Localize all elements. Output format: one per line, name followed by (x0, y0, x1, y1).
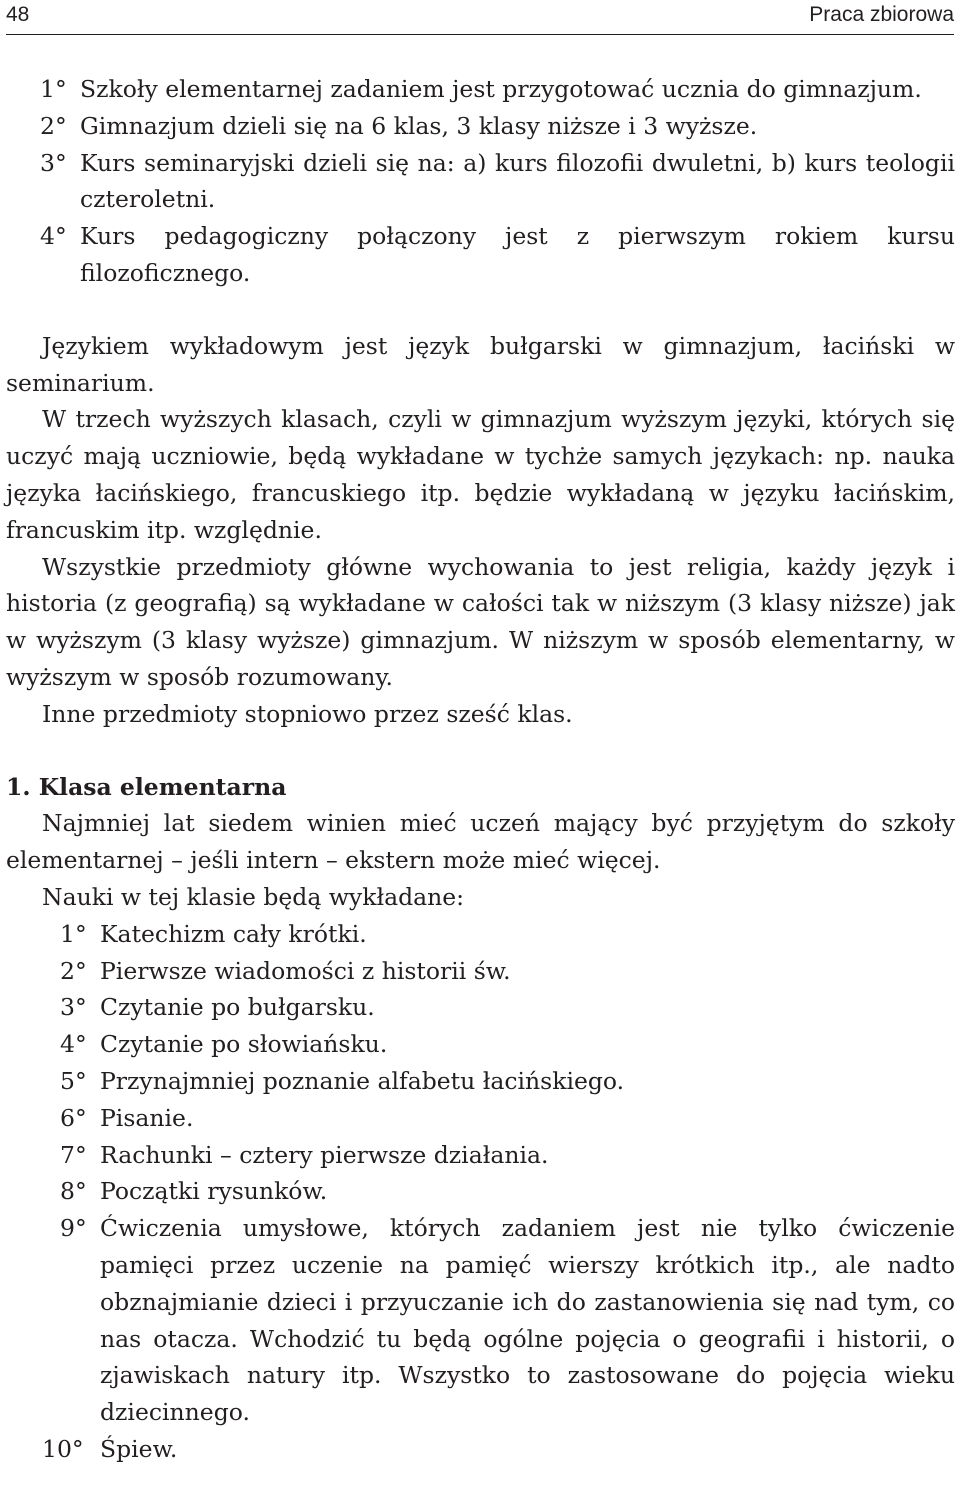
subject-text: Rachunki – cztery pierwsze działania. (100, 1140, 549, 1169)
subject-number: 8° (60, 1177, 87, 1206)
list-item-text: Szkoły elementarnej zadaniem jest przygotować ucznia do gimnazjum. (80, 75, 922, 103)
list-item-text: Kurs pedagogiczny połączony jest z pierwszym rokiem kursu filozoficznego. (80, 222, 955, 287)
subject-text: Przynajmniej poznanie alfabetu łacińskiego. (100, 1066, 625, 1095)
page-number: 48 (6, 3, 30, 26)
list-item-number: 2° (40, 111, 67, 140)
subject-text: Ćwiczenia umysłowe, których zadaniem jest nie tylko ćwiczenie pamięci przez uczenie na pamięć wierszy krótkich itp., ale nadto obznajmianie dzieci i przyuczanie ich do zastanowienia się nad tym, co nas otacza. Wchodzić tu będą ogólne pojęcia o geografii i historii, o zjawiskach natury itp. Wszystko to zastosowane do pojęcia wieku dziecinnego. (100, 1214, 955, 1427)
subject-text: Czytanie po słowiańsku. (100, 1030, 388, 1059)
list-item-number: 4° (40, 222, 67, 251)
body-paragraph: Inne przedmioty stopniowo przez sześć klas. (42, 699, 573, 728)
section-paragraph: Nauki w tej klasie będą wykładane: (42, 882, 465, 911)
list-item (6, 145, 955, 219)
list-item-text: Kurs seminaryjski dzieli się na: a) kurs filozofii dwuletni, b) kurs teologii czteroletni. (80, 148, 955, 214)
subject-number: 3° (60, 993, 87, 1022)
subject-text: Pisanie. (100, 1103, 194, 1132)
subject-number: 7° (60, 1140, 87, 1169)
list-item (6, 71, 955, 108)
subject-number: 2° (60, 956, 87, 985)
list-item-number: 1° (40, 75, 67, 103)
subject-item (6, 1100, 955, 1137)
subject-number: 1° (60, 919, 87, 948)
section-heading: 1. Klasa elementarna (6, 772, 287, 801)
subject-item (6, 989, 955, 1026)
subject-text: Czytanie po bułgarsku. (100, 993, 375, 1022)
subject-number: 6° (60, 1103, 87, 1132)
subjects-list (6, 916, 955, 1468)
subject-item (6, 1173, 955, 1210)
subject-text: Początki rysunków. (100, 1177, 328, 1206)
page-header (6, 0, 954, 35)
subject-number: 4° (60, 1030, 87, 1059)
spacer (6, 733, 955, 769)
subject-item (6, 1063, 955, 1100)
subject-number: 5° (60, 1066, 87, 1095)
subject-text: Śpiew. (100, 1434, 178, 1463)
spacer (6, 292, 955, 328)
list-item-number: 3° (40, 148, 67, 177)
list-item (6, 108, 955, 145)
subject-item (6, 1026, 955, 1063)
list-item (6, 218, 955, 292)
section-paragraph: Najmniej lat siedem winien mieć uczeń mający być przyjętym do szkoły elementarnej – jeśli intern – ekstern może mieć więcej. (6, 809, 955, 875)
subject-item (6, 1210, 955, 1431)
subject-text: Pierwsze wiadomości z historii św. (100, 956, 511, 985)
body-paragraph: Językiem wykładowym jest język bułgarski w gimnazjum, łaciński w seminarium. (6, 331, 955, 397)
subject-number: 9° (60, 1214, 87, 1243)
subject-number: 10° (42, 1434, 84, 1463)
running-title: Praca zbiorowa (809, 3, 954, 26)
body-paragraph: W trzech wyższych klasach, czyli w gimnazjum wyższym języki, których się uczyć mają uczniowie, będą wykładane w tychże samych językach: np. nauka języka łacińskiego, francuskiego itp. będzie wykładaną w języku łacińskim, francuskim itp. względnie. (6, 405, 955, 544)
subject-item (6, 1137, 955, 1174)
intro-list (6, 71, 955, 292)
subject-text: Katechizm cały krótki. (100, 919, 367, 948)
subject-item (6, 916, 955, 953)
page-body (6, 71, 955, 1468)
subject-item (6, 953, 955, 990)
list-item-text: Gimnazjum dzieli się na 6 klas, 3 klasy niższe i 3 wyższe. (80, 111, 758, 140)
subject-item (6, 1431, 955, 1468)
body-paragraph: Wszystkie przedmioty główne wychowania to jest religia, każdy język i historia (z geografią) są wykładane w całości tak w niższym (3 klasy niższe) jak w wyższym (3 klasy wyższe) gimnazjum. W niższym w sposób elementarny, w wyższym w sposób rozumowany. (6, 552, 955, 691)
